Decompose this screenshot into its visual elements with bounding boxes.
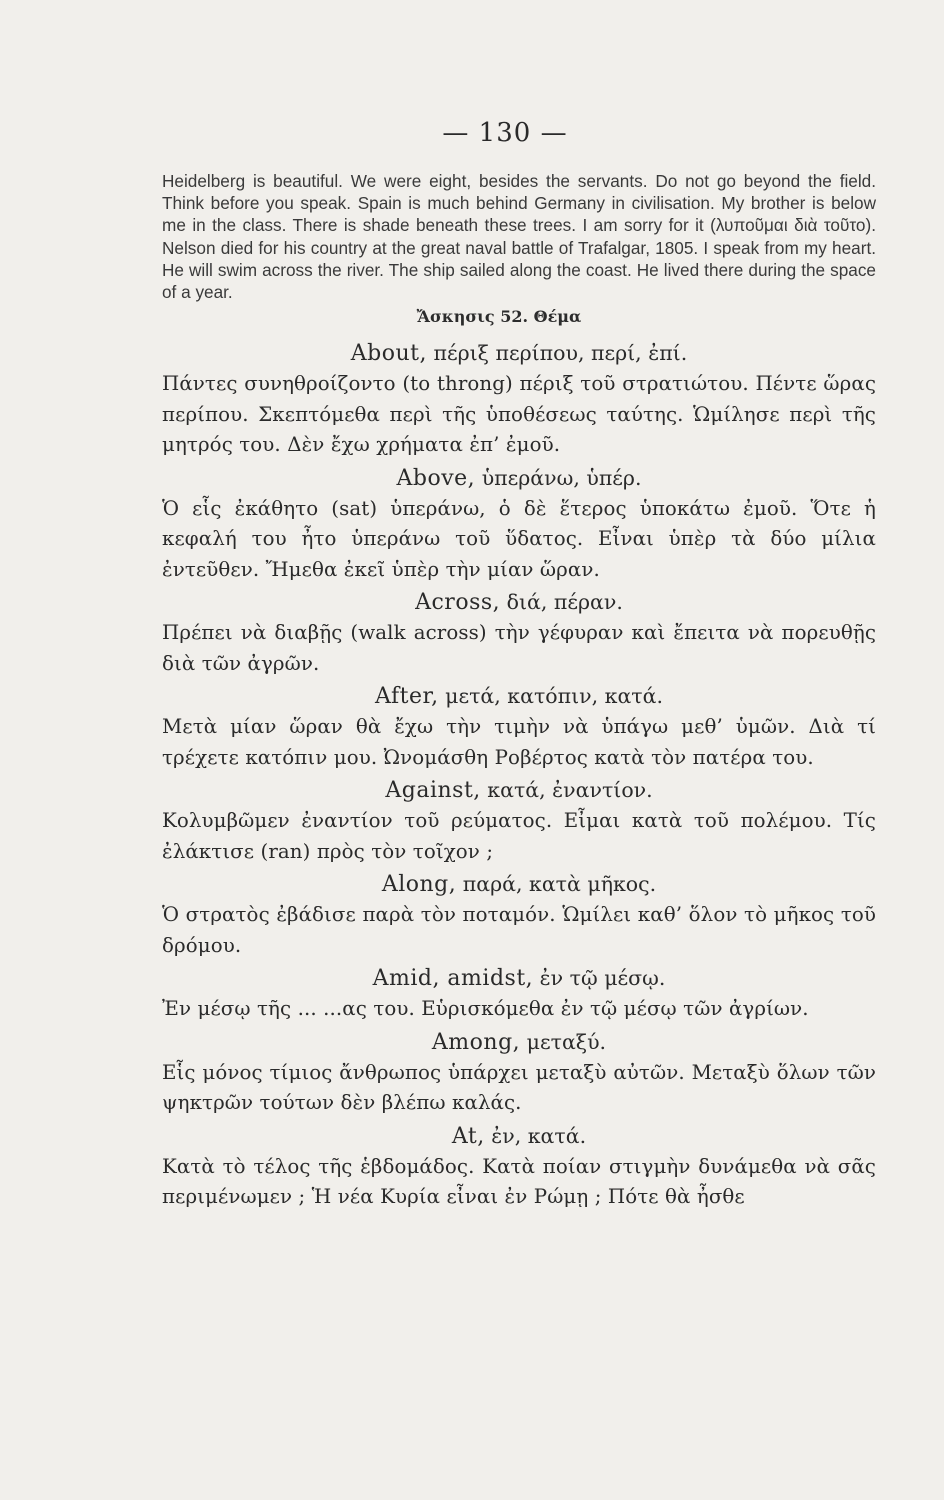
entry-heading — [162, 587, 876, 618]
entry-heading-english: After, — [375, 684, 439, 710]
entry-heading-english: Against, — [385, 778, 481, 804]
entry-heading-english: Amid, amidst, — [372, 966, 534, 992]
entry-heading-greek: κατά, ἐναντίον. — [480, 778, 653, 803]
entry-heading-greek: πέριξ περίπου, περί, ἐπί. — [426, 341, 688, 366]
entry-body: Πάντες συνηθροίζοντο (to throng) πέριξ τοῦ στρατιώτου. Πέντε ὥρας περίπου. Σκεπτόμεθα περὶ τῆς ὑποθέσεως ταύτης. Ὡμίλησε περὶ τῆς μητρός του. Δὲν ἔχω χρήματα ἐπ’ ἐμοῦ. — [162, 372, 876, 457]
entry-heading — [162, 463, 876, 494]
entry-heading-greek: ὑπεράνω, ὑπέρ. — [475, 465, 642, 490]
entry-heading-english: Among, — [431, 1029, 521, 1055]
page-number: — 130 — — [442, 118, 568, 148]
entry-body: Ἐν μέσῳ τῆς ... ...ας του. Εὑρισκόμεθα ἐν τῷ μέσῳ τῶν ἀγρίων. — [162, 997, 809, 1021]
exercise-heading: Ἄσκησις 52. Θέμα — [416, 307, 582, 327]
entry-heading — [162, 338, 876, 369]
entry-heading-english: About, — [350, 341, 427, 367]
entry-along — [162, 869, 876, 961]
entry-heading — [162, 775, 876, 806]
entry-heading — [162, 1027, 876, 1058]
entry-heading — [162, 1121, 876, 1152]
entry-heading-greek: παρά, κατὰ μῆκος. — [456, 872, 657, 897]
entry-body: Κατὰ τὸ τέλος τῆς ἑβδομάδος. Κατὰ ποίαν στιγμὴν δυνάμεθα νὰ σᾶς περιμένωμεν ; Ἡ νέα Κυρία εἶναι ἐν Ρώμῃ ; Πότε θὰ ἦσθε — [162, 1154, 876, 1209]
entry-heading-english: Across, — [415, 590, 501, 616]
entry-heading-english: Above, — [396, 465, 476, 491]
entry-heading-greek: μεταξύ. — [520, 1029, 607, 1054]
exercise-english-text: Heidelberg is beautiful. We were eight, besides the servants. Do not go beyond the field. Think before you speak. Spain is much behind Germany in civilisation. My brother is below me in the class. There is shade beneath these trees. I am sorry for it (λυποῦμαι διὰ τοῦτο). Nelson died for his country at the great naval battle of Trafalgar, 1805. I speak from my heart. He will swim across the river. The ship sailed along the coast. He lived there during the space of a year. — [162, 171, 876, 303]
entry-among — [162, 1027, 876, 1119]
entry-heading-greek: ἐν τῷ μέσῳ. — [533, 966, 666, 991]
entry-against — [162, 775, 876, 867]
entry-at — [162, 1121, 876, 1213]
entry-body: Μετὰ μίαν ὥραν θὰ ἔχω τὴν τιμὴν νὰ ὑπάγω μεθ’ ὑμῶν. Διὰ τί τρέχετε κατόπιν μου. Ὠνομάσθη Ροβέρτος κατὰ τὸν πατέρα του. — [162, 715, 876, 769]
entry-across — [162, 587, 876, 679]
entry-heading-english: Along, — [381, 872, 457, 898]
entry-above — [162, 463, 876, 586]
entry-amid — [162, 963, 876, 1025]
entry-heading — [162, 681, 876, 712]
entry-heading — [162, 963, 876, 994]
entry-heading-greek: μετά, κατόπιν, κατά. — [438, 684, 663, 709]
entry-heading — [162, 869, 876, 900]
entry-body: Ὁ εἷς ἐκάθητο (sat) ὑπεράνω, ὁ δὲ ἕτερος ὑποκάτω ἐμοῦ. Ὅτε ἡ κεφαλή του ἦτο ὑπεράνω τοῦ ὕδατος. Εἶναι ὑπὲρ τὰ δύο μίλια ἐντεῦθεν. Ἤμεθα ἐκεῖ ὑπὲρ τὴν μίαν ὥραν. — [162, 496, 876, 581]
entry-heading-greek: διά, πέραν. — [500, 590, 623, 615]
entry-heading-greek: ἐν, κατά. — [484, 1123, 587, 1148]
entry-about — [162, 338, 876, 461]
entry-heading-english: At, — [451, 1123, 485, 1149]
entry-body: Εἷς μόνος τίμιος ἄνθρωπος ὑπάρχει μεταξὺ αὐτῶν. Μεταξὺ ὅλων τῶν ψηκτρῶν τούτων δὲν βλέπω καλάς. — [162, 1060, 876, 1115]
entry-after — [162, 681, 876, 773]
entry-body: Πρέπει νὰ διαβῇς (walk across) τὴν γέφυραν καὶ ἔπειτα νὰ πορευθῇς διὰ τῶν ἀγρῶν. — [162, 621, 876, 675]
entry-body: Κολυμβῶμεν ἐναντίον τοῦ ρεύματος. Εἶμαι κατὰ τοῦ πολέμου. Τίς ἐλάκτισε (ran) πρὸς τὸν τοῖχον ; — [162, 809, 876, 863]
entry-body: Ὁ στρατὸς ἐβάδισε παρὰ τὸν ποταμόν. Ὡμίλει καθ’ ὅλον τὸ μῆκος τοῦ δρόμου. — [162, 903, 876, 957]
